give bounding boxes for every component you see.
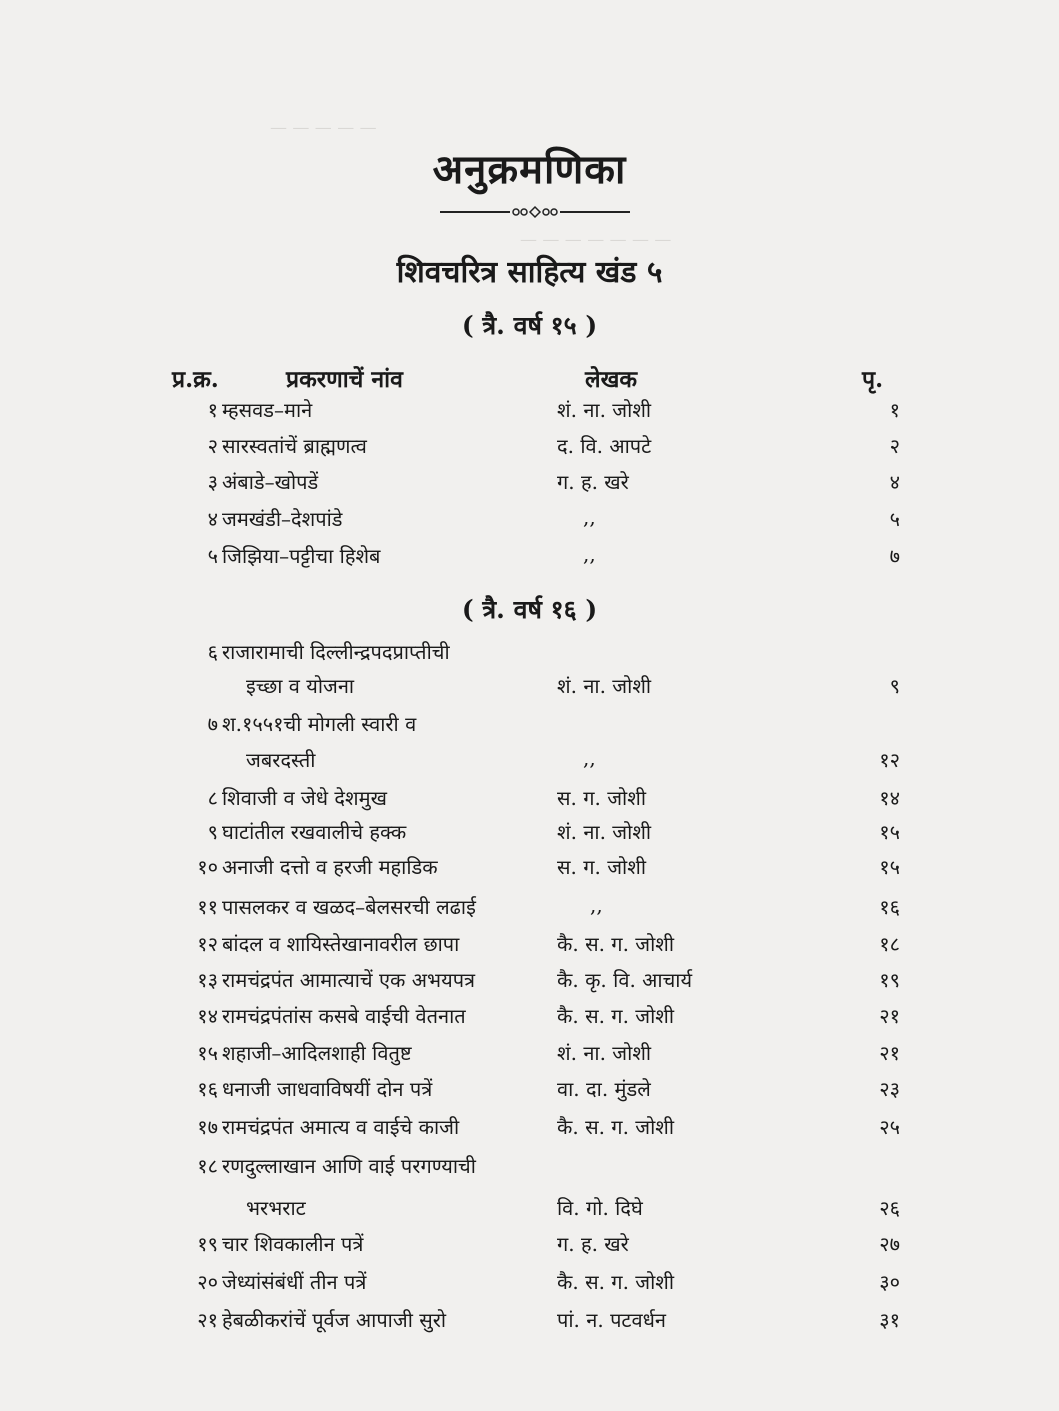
header-serial: प्र.क्र.: [172, 366, 219, 393]
entry-author: द. वि. आपटे: [557, 434, 652, 458]
entry-title: जिझिया–पट्टीचा हिशेब: [222, 544, 381, 568]
entry-number: १४: [197, 1004, 218, 1028]
entry-page: ७: [889, 544, 900, 568]
entry-page: १९: [879, 968, 900, 992]
index-row: [0, 505, 1059, 539]
title-ornament: [440, 204, 630, 220]
entry-number: ८: [207, 786, 218, 810]
entry-page: १८: [879, 932, 900, 956]
entry-author: स. ग. जोशी: [557, 855, 647, 879]
entry-title: अनाजी दत्तो व हरजी महाडिक: [222, 855, 438, 879]
entry-author: शं. ना. जोशी: [557, 398, 652, 422]
entry-author: शं. ना. जोशी: [557, 820, 652, 844]
entry-author: ,,: [583, 746, 596, 770]
index-row: [0, 853, 1059, 887]
entry-number: ४: [207, 507, 218, 531]
entry-title: जेध्यांसंबंधीं तीन पत्रें: [222, 1270, 367, 1294]
entry-title: हेबळीकरांचें पूर्वज आपाजी सुरो: [222, 1308, 447, 1332]
entry-title: अंबाडे–खोपडें: [222, 470, 319, 494]
index-row: [0, 468, 1059, 502]
entry-author: वि. गो. दिघे: [557, 1196, 643, 1220]
entry-author: ,,: [583, 542, 596, 566]
index-row: [0, 966, 1059, 1000]
section-heading: ( त्रै. वर्ष १५ ): [461, 311, 598, 340]
entry-author: शं. ना. जोशी: [557, 674, 652, 698]
index-row: [0, 1075, 1059, 1109]
entry-title: शिवाजी व जेधे देशमुख: [222, 786, 387, 810]
entry-page: १४: [879, 786, 900, 810]
entry-page: २१: [879, 1004, 900, 1028]
entry-title-continued: इच्छा व योजना: [246, 674, 355, 698]
entry-page: ३०: [879, 1270, 900, 1294]
entry-number: १७: [197, 1115, 218, 1139]
entry-page: १६: [879, 895, 900, 919]
index-row: [0, 638, 1059, 672]
entry-number: ९: [207, 820, 218, 844]
entry-title: राजारामाची दिल्लीन्द्रपदप्राप्तीची: [222, 640, 450, 664]
entry-title: धनाजी जाधवाविषयीं दोन पत्रें: [222, 1077, 433, 1101]
entry-number: ३: [207, 470, 218, 494]
entry-title: रणदुल्लाखान आणि वाई परगण्याची: [222, 1154, 476, 1178]
bleed-through-text: — — — — —: [270, 118, 377, 138]
index-row: [0, 1002, 1059, 1036]
bleed-through-text: — — — — — — —: [520, 230, 672, 250]
entry-title: जमखंडी–देशपांडे: [222, 507, 343, 531]
entry-page: २६: [879, 1196, 900, 1220]
index-row: [0, 818, 1059, 852]
entry-page: २१: [879, 1041, 900, 1065]
entry-page: १२: [879, 748, 900, 772]
entry-page: २: [889, 434, 900, 458]
header-chapter: प्रकरणाचें नांव: [286, 366, 403, 393]
entry-number: १८: [197, 1154, 218, 1178]
entry-page: २५: [879, 1115, 900, 1139]
entry-title-continued: भरभराट: [246, 1196, 306, 1220]
index-row: [0, 930, 1059, 964]
entry-author: कै. कृ. वि. आचार्य: [557, 968, 693, 992]
index-row: [0, 1039, 1059, 1073]
index-row: [0, 542, 1059, 576]
entry-title: सारस्वतांचें ब्राह्मणत्व: [222, 434, 367, 458]
entry-title: शहाजी–आदिलशाही वितुष्ट: [222, 1041, 412, 1065]
page-title: अनुक्रमणिका: [432, 146, 627, 193]
index-row: [0, 1152, 1059, 1186]
entry-title: श.१५५१ची मोगली स्वारी व: [222, 712, 417, 736]
entry-page: २३: [879, 1077, 900, 1101]
entry-number: १२: [197, 932, 218, 956]
entry-number: ७: [207, 712, 218, 736]
volume-subtitle: शिवचरित्र साहित्य खंड ५: [396, 255, 663, 290]
entry-number: १५: [197, 1041, 218, 1065]
entry-author: कै. स. ग. जोशी: [557, 1270, 675, 1294]
index-row: [0, 784, 1059, 818]
index-row: [0, 1113, 1059, 1147]
index-row: [0, 1306, 1059, 1340]
entry-page: १५: [879, 855, 900, 879]
index-row: [0, 1268, 1059, 1302]
index-row: [0, 893, 1059, 927]
entry-title: रामचंद्रपंत आमात्याचें एक अभयपत्र: [222, 968, 476, 992]
entry-number: ११: [197, 895, 218, 919]
entry-number: १६: [197, 1077, 218, 1101]
index-row: [0, 1230, 1059, 1264]
entry-number: १०: [197, 855, 218, 879]
entry-author: कै. स. ग. जोशी: [557, 932, 675, 956]
index-row: [0, 710, 1059, 744]
header-page: पृ.: [862, 366, 884, 393]
entry-number: १: [207, 398, 218, 422]
index-row-continuation: [0, 746, 1059, 780]
entry-page: २७: [879, 1232, 900, 1256]
entry-number: ५: [207, 544, 218, 568]
entry-title-continued: जबरदस्ती: [246, 748, 316, 772]
entry-author: ,,: [583, 505, 596, 529]
section-heading: ( त्रै. वर्ष १६ ): [461, 595, 598, 624]
entry-title: चार शिवकालीन पत्रें: [222, 1232, 364, 1256]
entry-number: २०: [197, 1270, 218, 1294]
entry-title: रामचंद्रपंत अमात्य व वाईचे काजी: [222, 1115, 460, 1139]
entry-page: ४: [889, 470, 900, 494]
entry-number: ६: [207, 640, 218, 664]
entry-title: बांदल व शायिस्तेखानावरील छापा: [222, 932, 460, 956]
index-row: [0, 432, 1059, 466]
entry-page: ५: [889, 507, 900, 531]
entry-page: १: [889, 398, 900, 422]
entry-number: १३: [197, 968, 218, 992]
entry-author: ग. ह. खरे: [557, 470, 629, 494]
entry-author: वा. दा. मुंडले: [557, 1077, 651, 1101]
entry-page: ३१: [879, 1308, 900, 1332]
index-row: [0, 396, 1059, 430]
entry-title: रामचंद्रपंतांस कसबे वाईची वेतनात: [222, 1004, 466, 1028]
entry-author: पां. न. पटवर्धन: [557, 1308, 667, 1332]
index-row-continuation: [0, 672, 1059, 706]
entry-number: १९: [197, 1232, 218, 1256]
entry-author: कै. स. ग. जोशी: [557, 1004, 675, 1028]
entry-title: घाटांतील रखवालीचे हक्क: [222, 820, 407, 844]
entry-author: कै. स. ग. जोशी: [557, 1115, 675, 1139]
entry-title: म्हसवड–माने: [222, 398, 313, 422]
entry-author: शं. ना. जोशी: [557, 1041, 652, 1065]
entry-number: २: [207, 434, 218, 458]
entry-title: पासलकर व खळद–बेलसरची लढाई: [222, 895, 476, 919]
entry-author: ग. ह. खरे: [557, 1232, 629, 1256]
index-row-continuation: [0, 1194, 1059, 1228]
entry-page: १५: [879, 820, 900, 844]
header-author: लेखक: [585, 366, 638, 393]
entry-author: ,,: [590, 893, 603, 917]
entry-number: २१: [197, 1308, 218, 1332]
entry-page: ९: [889, 674, 900, 698]
entry-author: स. ग. जोशी: [557, 786, 647, 810]
